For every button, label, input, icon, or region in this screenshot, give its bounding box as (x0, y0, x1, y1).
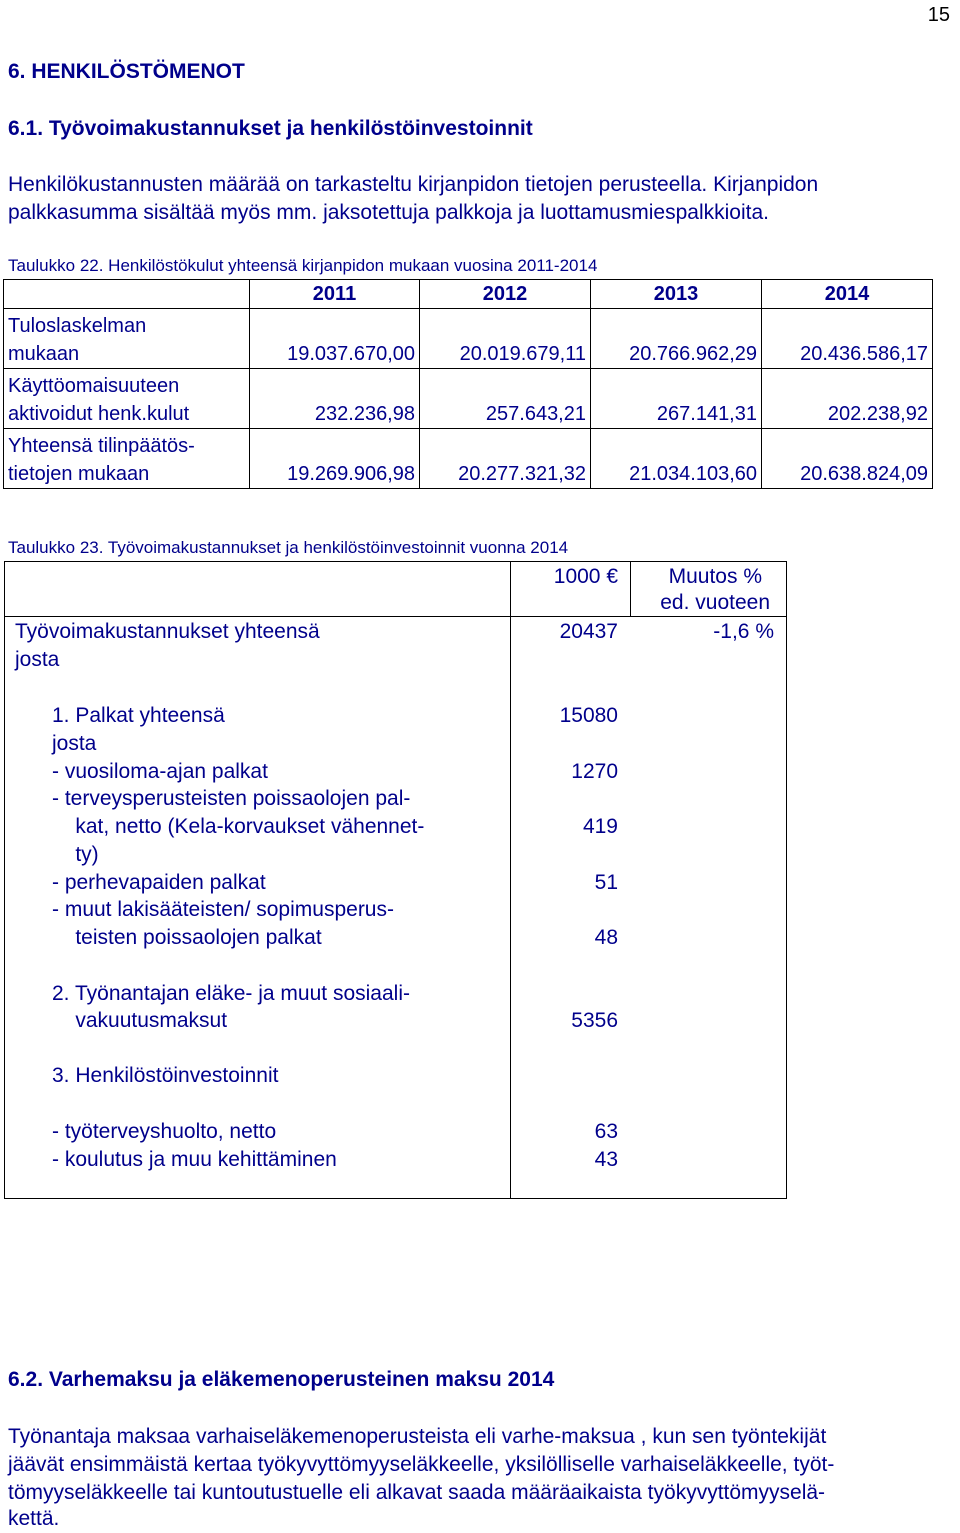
outro-line-4: kettä. (8, 1507, 60, 1530)
item-label: josta (52, 732, 97, 755)
cell-value: 21.034.103,60 (591, 429, 762, 489)
table22-header-row (4, 280, 933, 309)
cell-value: 19.269.906,98 (250, 429, 420, 489)
col-change-header-2: ed. vuoteen (660, 591, 770, 614)
item-label: - koulutus ja muu kehittäminen (52, 1148, 337, 1171)
cell-value: 20.436.586,17 (762, 309, 933, 369)
table22-year: 2014 (762, 280, 933, 309)
table22-year: 2012 (420, 280, 591, 309)
table23 (4, 561, 787, 1199)
cell-value: 232.236,98 (250, 369, 420, 429)
item-label: ty) (52, 843, 99, 866)
intro-line-2: palkkasumma sisältää myös mm. jaksotettuja palkkoja ja luottamusmiespalkkioita. (8, 201, 769, 224)
item-value: 1270 (571, 760, 618, 783)
table-row (4, 429, 933, 489)
page-number: 15 (927, 4, 950, 26)
table22-year: 2013 (591, 280, 762, 309)
cell-value: 267.141,31 (591, 369, 762, 429)
table22-caption: Taulukko 22. Henkilöstökulut yhteensä kirjanpidon mukaan vuosina 2011-2014 (8, 256, 598, 275)
item-label: teisten poissaolojen palkat (52, 926, 322, 949)
item-value: 63 (594, 1120, 618, 1143)
cell-value: 20.277.321,32 (420, 429, 591, 489)
section-title: 6. HENKILÖSTÖMENOT (8, 60, 245, 83)
total-value: 20437 (559, 620, 618, 643)
item-label: - vuosiloma-ajan palkat (52, 760, 268, 783)
item-label: vakuutusmaksut (52, 1009, 228, 1032)
cell-value: 20.019.679,11 (420, 309, 591, 369)
item-value: 419 (582, 815, 618, 838)
table22-corner (4, 280, 250, 309)
subsection-title: 6.1. Työvoimakustannukset ja henkilöstöinvestoinnit (8, 117, 533, 140)
subsection2-title: 6.2. Varhemaksu ja eläkemenoperusteinen maksu 2014 (8, 1368, 555, 1391)
cell-value: 20.638.824,09 (762, 429, 933, 489)
table-row (4, 309, 933, 369)
item-label: - työterveyshuolto, netto (52, 1120, 277, 1143)
item-label: - terveysperusteisten poissaolojen pal- (52, 787, 411, 810)
cell-value: 19.037.670,00 (250, 309, 420, 369)
outro-line-2: jäävät ensimmäistä kertaa työkyvyttömyyseläkkeelle, yksilölliselle varhaiseläkkeelle, työt- (8, 1453, 835, 1476)
row-label: Käyttöomaisuuteen aktivoidut henk.kulut (4, 369, 250, 429)
item-label: kat, netto (Kela-korvaukset vähennet- (52, 815, 425, 838)
cell-value: 202.238,92 (762, 369, 933, 429)
item-value: 15080 (559, 704, 618, 727)
cell-value: 257.643,21 (420, 369, 591, 429)
item-value: 51 (594, 871, 618, 894)
col-amount-header: 1000 € (553, 565, 618, 588)
table23-caption: Taulukko 23. Työvoimakustannukset ja henkilöstöinvestoinnit vuonna 2014 (8, 538, 569, 557)
item-label: - perhevapaiden palkat (52, 871, 266, 894)
row-label: Tuloslaskelman mukaan (4, 309, 250, 369)
cell-value: 20.766.962,29 (591, 309, 762, 369)
item-value: 43 (594, 1148, 618, 1171)
item-label: 2. Työnantajan eläke- ja muut sosiaali- (52, 982, 410, 1005)
total-label: Työvoimakustannukset yhteensä (15, 620, 320, 643)
item-label: - muut lakisääteisten/ sopimusperus- (52, 898, 394, 921)
outro-line-3: tömyyseläkkeelle tai kuntoutustuelle eli alkavat saada määräaikaista työkyvyttömyyselä- (8, 1481, 826, 1504)
table22 (3, 279, 933, 489)
item-value: 5356 (571, 1009, 618, 1032)
item-label: 3. Henkilöstöinvestoinnit (52, 1064, 279, 1087)
row-label: Yhteensä tilinpäätös- tietojen mukaan (4, 429, 250, 489)
item-value: 48 (594, 926, 618, 949)
table22-year: 2011 (250, 280, 420, 309)
intro-line-1: Henkilökustannusten määrää on tarkasteltu kirjanpidon tietojen perusteella. Kirjanpidon (8, 173, 819, 196)
item-label: 1. Palkat yhteensä (52, 704, 225, 727)
total-label-josta: josta (15, 648, 60, 671)
outro-line-1: Työnantaja maksaa varhaiseläkemenoperusteista eli varhe-maksua , kun sen työntekijät (8, 1425, 827, 1448)
table-row (4, 369, 933, 429)
col-change-header: Muutos % (668, 565, 762, 588)
total-change: -1,6 % (713, 620, 774, 643)
